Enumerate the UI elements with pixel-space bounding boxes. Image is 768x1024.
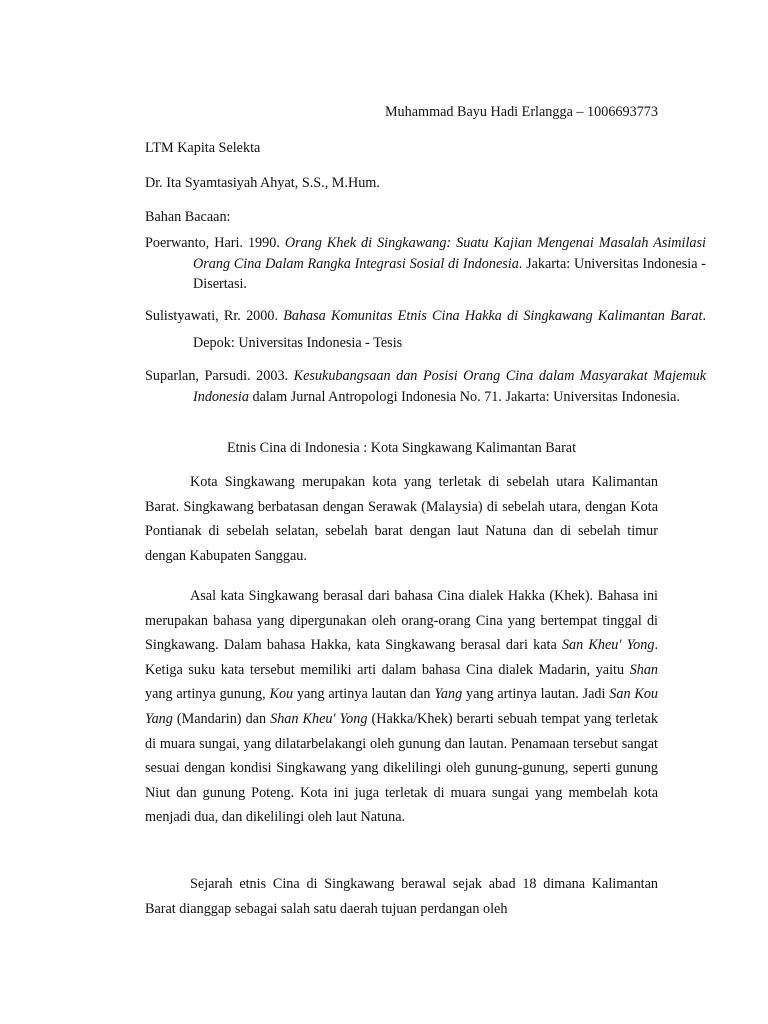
paragraph-1: Kota Singkawang merupakan kota yang terletak di sebelah utara Kalimantan Barat. Singkawang berbatasan dengan Serawak (Malaysia) di sebelah utara, dengan Kota Pontianak di sebelah selatan, sebelah barat dengan laut Natuna dan di sebelah timur dengan Kabupaten Sanggau. <box>145 474 658 564</box>
reference-item <box>145 366 706 407</box>
article-title: Etnis Cina di Indonesia : Kota Singkawang Kalimantan Barat <box>226 440 577 456</box>
term-shan: Shan <box>629 661 658 678</box>
paragraph-text: yang artinya lautan. Jadi <box>462 686 610 703</box>
paragraph-text: (Mandarin) dan <box>172 710 271 727</box>
paragraph-text: Asal kata Singkawang berasal dari bahasa Cina dialek Hakka (Khek). Bahasa ini merupakan bahasa yang dipergunakan oleh orang-orang Cina yang bertempat tinggal di Singkawang. Dalam bahasa Hakka, kata Singkawang berasal dari kata <box>145 588 658 654</box>
reference-suffix: dalam Jurnal Antropologi Indonesia No. 71. Jakarta: Universitas Indonesia. <box>248 388 681 405</box>
reference-prefix: Poerwanto, Hari. 1990. <box>145 235 285 251</box>
term-san-kou-yang: San Kou Yang <box>145 686 659 727</box>
reference-item <box>145 303 706 357</box>
term-kou: Kou <box>269 686 294 703</box>
reference-suffix: . Depok: Universitas Indonesia - Tesis <box>193 308 706 351</box>
reference-title: Kesukubangsaan dan Posisi Orang Cina dalam Masyarakat Majemuk Indonesia <box>193 368 706 405</box>
author-line: Muhammad Bayu Hadi Erlangga – 1006693773 <box>384 104 658 120</box>
paragraph-2 <box>145 584 658 830</box>
lecturer-name: Dr. Ita Syamtasiyah Ahyat, S.S., M.Hum. <box>145 175 380 191</box>
reference-prefix: Suparlan, Parsudi. 2003. <box>145 368 294 384</box>
term-san-kheu-yong: San Kheu' Yong <box>561 637 655 654</box>
paragraph-text: . Ketiga suku kata tersebut memiliki arti dalam bahasa Cina dialek Madarin, yaitu <box>145 637 658 678</box>
reference-title: Bahasa Komunitas Etnis Cina Hakka di Singkawang Kalimantan Barat <box>283 308 703 324</box>
reference-title: Orang Khek di Singkawang: Suatu Kajian Mengenai Masalah Asimilasi Orang Cina Dalam Rangka Integrasi Sosial di Indonesia <box>193 235 706 272</box>
readings-label: Bahan Bacaan: <box>145 209 231 225</box>
course-name: LTM Kapita Selekta <box>145 140 261 156</box>
paragraph-text: yang artinya lautan dan <box>293 686 435 703</box>
term-shan-kheu-yong: Shan Kheu' Yong <box>270 710 368 727</box>
paragraph-text: (Hakka/Khek) berarti sebuah tempat yang terletak di muara sungai, yang dilatarbelakangi oleh gunung dan lautan. Penamaan tersebut sangat sesuai dengan kondisi Singkawang yang dikelilingi oleh gunung-gunung, seperti gunung Niut dan gunung Poteng. Kota ini juga terletak di muara sungai yang membelah kota menjadi dua, dan dikelilingi oleh laut Natuna. <box>145 710 658 826</box>
paragraph-text: yang artinya gunung, <box>145 686 270 703</box>
reference-prefix: Sulistyawati, Rr. 2000. <box>145 308 284 324</box>
paragraph-3: Sejarah etnis Cina di Singkawang berawal sejak abad 18 dimana Kalimantan Barat dianggap sebagai salah satu daerah tujuan perdangan oleh <box>145 876 658 917</box>
reference-item <box>145 233 706 295</box>
reference-suffix: . Jakarta: Universitas Indonesia - Disertasi. <box>193 255 706 292</box>
term-yang: Yang <box>434 686 463 703</box>
